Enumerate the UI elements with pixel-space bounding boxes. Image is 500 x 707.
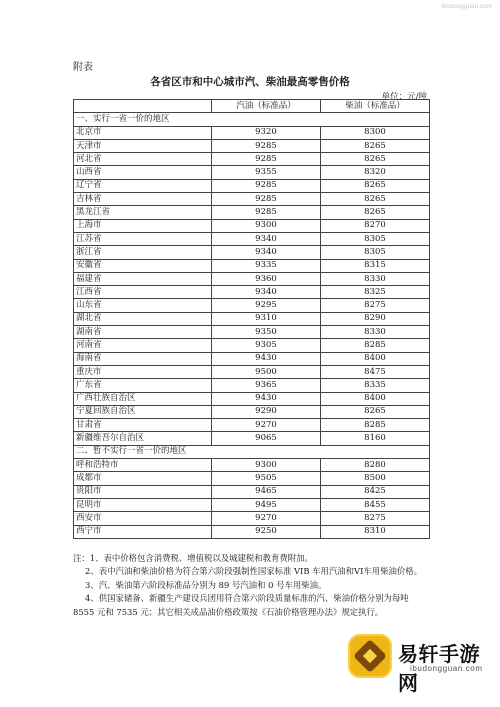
- diesel-price-cell: 8310: [321, 525, 430, 538]
- gasoline-price-cell: 9065: [212, 432, 321, 445]
- region-cell: 湖南省: [74, 326, 212, 339]
- site-watermark: [340, 632, 495, 695]
- diesel-price-cell: 8320: [321, 166, 430, 179]
- gasoline-price-cell: 9270: [212, 512, 321, 525]
- table-row: [74, 405, 430, 418]
- diesel-price-cell: 8455: [321, 498, 430, 511]
- gasoline-price-cell: 9360: [212, 272, 321, 285]
- gasoline-price-cell: 9310: [212, 312, 321, 325]
- diesel-price-cell: 8330: [321, 326, 430, 339]
- region-cell: 西安市: [74, 512, 212, 525]
- note-2: 2、表中汽油和柴油价格为符合第六阶段强制性国家标准 VIB 车用汽油和VI车用柴油价格。: [85, 566, 423, 577]
- site-url: ibudongguan.com: [410, 664, 483, 673]
- diesel-price-cell: 8425: [321, 485, 430, 498]
- region-cell: 浙江省: [74, 246, 212, 259]
- diesel-price-cell: 8300: [321, 126, 430, 139]
- notes-block: [73, 552, 431, 619]
- region-cell: 宁夏回族自治区: [74, 405, 212, 418]
- diesel-price-cell: 8475: [321, 365, 430, 378]
- table-row: [74, 326, 430, 339]
- diesel-price-cell: 8290: [321, 312, 430, 325]
- region-cell: 甘肃省: [74, 419, 212, 432]
- region-cell: 北京市: [74, 126, 212, 139]
- region-cell: 贵阳市: [74, 485, 212, 498]
- diesel-price-cell: 8285: [321, 339, 430, 352]
- section-heading-1: 一、实行一省一价的地区: [74, 113, 430, 126]
- diesel-price-cell: 8265: [321, 153, 430, 166]
- header-region: [74, 100, 212, 113]
- table-row: [74, 206, 430, 219]
- table-row: [74, 419, 430, 432]
- table-row: [74, 525, 430, 538]
- diesel-price-cell: 8265: [321, 206, 430, 219]
- site-name: 易轩手游网: [398, 642, 480, 695]
- region-cell: 福建省: [74, 272, 212, 285]
- region-cell: 山东省: [74, 299, 212, 312]
- diesel-price-cell: 8270: [321, 219, 430, 232]
- header-gasoline: 汽油（标准品）: [212, 100, 321, 113]
- gasoline-price-cell: 9305: [212, 339, 321, 352]
- table-row: [74, 379, 430, 392]
- gasoline-price-cell: 9250: [212, 525, 321, 538]
- diesel-price-cell: 8400: [321, 392, 430, 405]
- table-row: [74, 365, 430, 378]
- gasoline-price-cell: 9500: [212, 365, 321, 378]
- table-row: [74, 272, 430, 285]
- gasoline-price-cell: 9290: [212, 405, 321, 418]
- diesel-price-cell: 8330: [321, 272, 430, 285]
- diesel-price-cell: 8315: [321, 259, 430, 272]
- table-row: [74, 232, 430, 245]
- table-row: [74, 459, 430, 472]
- table-row: [74, 166, 430, 179]
- price-table: [73, 99, 430, 539]
- note-4: 4、供国家储备、新疆生产建设兵团用符合第六阶段质量标准的汽、柴油价格分别为每吨 8555 元和 7535 元；其它相关成品油价格政策按《石油价格管理办法》规定执行。: [73, 593, 409, 617]
- gasoline-price-cell: 9295: [212, 299, 321, 312]
- unit-label: 单位：元/吨: [381, 92, 427, 102]
- region-cell: 河北省: [74, 153, 212, 166]
- gasoline-price-cell: 9355: [212, 166, 321, 179]
- diesel-price-cell: 8265: [321, 179, 430, 192]
- gasoline-price-cell: 9340: [212, 246, 321, 259]
- table-row: [74, 286, 430, 299]
- region-cell: 天津市: [74, 139, 212, 152]
- region-cell: 广西壮族自治区: [74, 392, 212, 405]
- diesel-price-cell: 8400: [321, 352, 430, 365]
- region-cell: 昆明市: [74, 498, 212, 511]
- region-cell: 黑龙江省: [74, 206, 212, 219]
- page-title: 各省区市和中心城市汽、柴油最高零售价格: [150, 76, 350, 88]
- table-row: [74, 179, 430, 192]
- table-row: [74, 392, 430, 405]
- diesel-price-cell: 8285: [321, 419, 430, 432]
- appendix-label: 附表: [73, 62, 93, 73]
- table-row: [74, 432, 430, 445]
- diesel-price-cell: 8275: [321, 512, 430, 525]
- diesel-price-cell: 8280: [321, 459, 430, 472]
- diesel-price-cell: 8160: [321, 432, 430, 445]
- region-cell: 山西省: [74, 166, 212, 179]
- region-cell: 新疆维吾尔自治区: [74, 432, 212, 445]
- region-cell: 安徽省: [74, 259, 212, 272]
- table-row: [74, 299, 430, 312]
- table-row: [74, 312, 430, 325]
- table-row: [74, 193, 430, 206]
- gasoline-price-cell: 9505: [212, 472, 321, 485]
- note-1: 注：1、表中价格包含消费税、增值税以及城建税和教育费附加。: [73, 553, 313, 563]
- table-header-row: [74, 100, 430, 113]
- gasoline-price-cell: 9365: [212, 379, 321, 392]
- table-row: [74, 512, 430, 525]
- table-row: [74, 472, 430, 485]
- gasoline-price-cell: 9335: [212, 259, 321, 272]
- section-heading-2: 二、暂不实行一省一价的地区: [74, 445, 430, 458]
- diesel-price-cell: 8275: [321, 299, 430, 312]
- gasoline-price-cell: 9285: [212, 153, 321, 166]
- gasoline-price-cell: 9320: [212, 126, 321, 139]
- gasoline-price-cell: 9300: [212, 459, 321, 472]
- diesel-price-cell: 8265: [321, 193, 430, 206]
- section-row-1: [74, 113, 430, 126]
- section-row-2: [74, 445, 430, 458]
- region-cell: 成都市: [74, 472, 212, 485]
- gasoline-price-cell: 9465: [212, 485, 321, 498]
- region-cell: 呼和浩特市: [74, 459, 212, 472]
- table-row: [74, 259, 430, 272]
- table-row: [74, 498, 430, 511]
- diesel-price-cell: 8265: [321, 405, 430, 418]
- gasoline-price-cell: 9340: [212, 286, 321, 299]
- gasoline-price-cell: 9270: [212, 419, 321, 432]
- gasoline-price-cell: 9495: [212, 498, 321, 511]
- table-row: [74, 219, 430, 232]
- gasoline-price-cell: 9285: [212, 139, 321, 152]
- table-row: [74, 246, 430, 259]
- header-diesel: 柴油（标准品）: [321, 100, 430, 113]
- gasoline-price-cell: 9430: [212, 352, 321, 365]
- diesel-price-cell: 8500: [321, 472, 430, 485]
- table-row: [74, 153, 430, 166]
- region-cell: 湖北省: [74, 312, 212, 325]
- gasoline-price-cell: 9430: [212, 392, 321, 405]
- region-cell: 重庆市: [74, 365, 212, 378]
- table-row: [74, 126, 430, 139]
- gasoline-price-cell: 9300: [212, 219, 321, 232]
- region-cell: 吉林省: [74, 193, 212, 206]
- diesel-price-cell: 8335: [321, 379, 430, 392]
- gasoline-price-cell: 9340: [212, 232, 321, 245]
- region-cell: 江苏省: [74, 232, 212, 245]
- region-cell: 江西省: [74, 286, 212, 299]
- gasoline-price-cell: 9285: [212, 193, 321, 206]
- gasoline-price-cell: 9350: [212, 326, 321, 339]
- diesel-price-cell: 8305: [321, 232, 430, 245]
- region-cell: 辽宁省: [74, 179, 212, 192]
- diesel-price-cell: 8265: [321, 139, 430, 152]
- region-cell: 西宁市: [74, 525, 212, 538]
- table-row: [74, 339, 430, 352]
- gasoline-price-cell: 9285: [212, 206, 321, 219]
- top-watermark: ibudongguan.com: [441, 4, 492, 10]
- region-cell: 广东省: [74, 379, 212, 392]
- region-cell: 河南省: [74, 339, 212, 352]
- gasoline-price-cell: 9285: [212, 179, 321, 192]
- site-logo-icon: [348, 634, 392, 678]
- diesel-price-cell: 8305: [321, 246, 430, 259]
- table-row: [74, 139, 430, 152]
- table-row: [74, 485, 430, 498]
- region-cell: 上海市: [74, 219, 212, 232]
- note-3: 3、汽、柴油第六阶段标准品分别为 89 号汽油和 0 号车用柴油。: [85, 579, 327, 590]
- region-cell: 海南省: [74, 352, 212, 365]
- diesel-price-cell: 8325: [321, 286, 430, 299]
- table-row: [74, 352, 430, 365]
